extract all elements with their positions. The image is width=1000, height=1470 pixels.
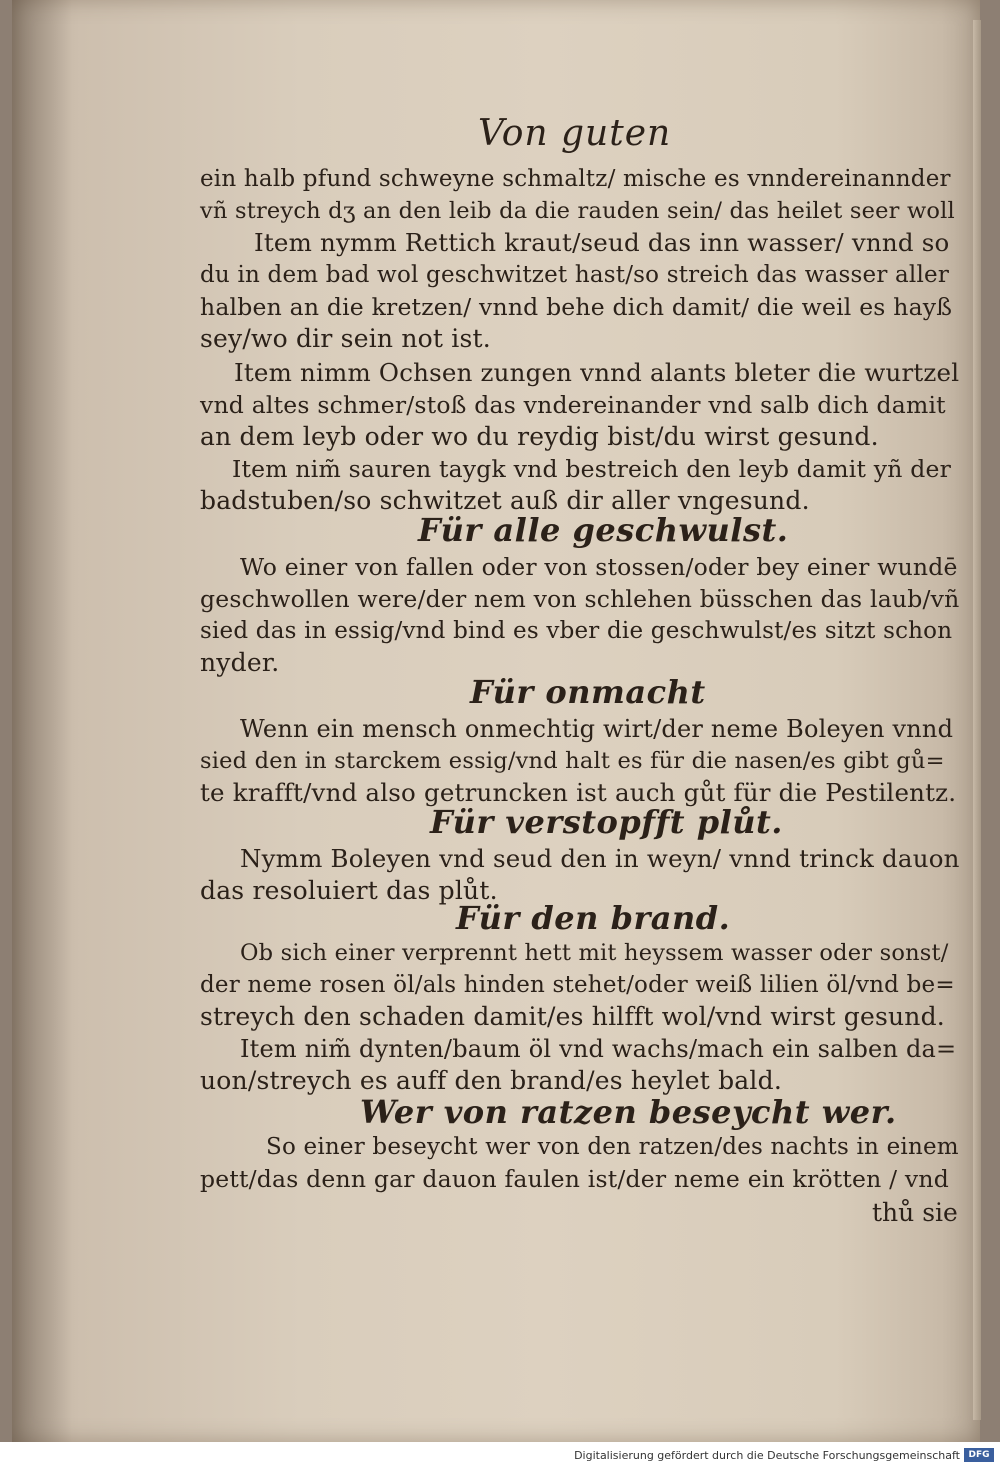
text-line: streych den schaden damit/es hilfft wol/vnd wirst gesund. <box>200 1002 945 1031</box>
text-line: geschwollen were/der nem von schlehen büsschen das laub/vñ <box>200 585 960 613</box>
page-edge <box>973 20 981 1420</box>
text-line: du in dem bad wol geschwitzet hast/so streich das wasser aller <box>200 262 950 288</box>
text-line: Item nim̃ dynten/baum öl vnd wachs/mach ein salben da= <box>240 1035 957 1063</box>
text-line: nyder. <box>200 648 280 677</box>
text-line: uon/streych es auff den brand/es heylet bald. <box>200 1066 782 1095</box>
section-heading: Für alle geschwulst. <box>418 511 789 549</box>
text-line: sied das in essig/vnd bind es vber die geschwulst/es sitzt schon <box>200 618 953 644</box>
footer-credit: Digitalisierung gefördert durch die Deutsche Forschungsgemeinschaft <box>574 1449 960 1462</box>
gutter-shadow <box>12 0 72 1442</box>
text-line: halben an die kretzen/ vnnd behe dich damit/ die weil es hayß <box>200 293 953 321</box>
running-head: Von guten <box>478 113 672 154</box>
text-line: badstuben/so schwitzet auß dir aller vngesund. <box>200 486 810 515</box>
text-line: vñ streych dʒ an den leib da die rauden sein/ das heilet seer woll <box>200 198 955 224</box>
text-line: Nymm Boleyen vnd seud den in weyn/ vnnd trinck dauon <box>240 844 960 873</box>
catchword: thů sie <box>872 1198 958 1227</box>
text-line: sey/wo dir sein not ist. <box>200 324 491 353</box>
text-line: ein halb pfund schweyne schmaltz/ mische es vnndereinannder <box>200 166 951 192</box>
text-line: sied den in starckem essig/vnd halt es für die nasen/es gibt gů= <box>200 748 945 774</box>
text-line: So einer beseycht wer von den ratzen/des nachts in einem <box>266 1134 959 1160</box>
text-line: Item nim̃ sauren taygk vnd bestreich den leyb damit yñ der <box>232 455 952 483</box>
text-line: pett/das denn gar dauon faulen ist/der neme ein krötten / vnd <box>200 1165 949 1193</box>
section-heading: Für verstopfft plůt. <box>430 803 783 841</box>
section-heading: Für den brand. <box>456 899 731 937</box>
text-line: der neme rosen öl/als hinden stehet/oder weiß lilien öl/vnd be= <box>200 972 955 998</box>
text-line: das resoluiert das plůt. <box>200 876 498 905</box>
text-line: vnd altes schmer/stoß das vndereinander vnd salb dich damit <box>200 391 946 419</box>
text-line: Ob sich einer verprennt hett mit heyssem wasser oder sonst/ <box>240 940 949 966</box>
text-line: Wenn ein mensch onmechtig wirt/der neme Boleyen vnnd <box>240 715 954 743</box>
dfg-logo: DFG <box>964 1448 994 1462</box>
text-line: an dem leyb oder wo du reydig bist/du wirst gesund. <box>200 422 879 451</box>
text-line: Item nimm Ochsen zungen vnnd alants bleter die wurtzel <box>234 358 960 387</box>
section-heading: Wer von ratzen beseycht wer. <box>360 1093 897 1131</box>
section-heading: Für onmacht <box>470 673 706 711</box>
text-line: te krafft/vnd also getruncken ist auch gůt für die Pestilentz. <box>200 778 957 807</box>
text-line: Item nymm Rettich kraut/seud das inn wasser/ vnnd so <box>254 228 950 257</box>
text-line: Wo einer von fallen oder von stossen/oder bey einer wundē <box>240 553 958 581</box>
